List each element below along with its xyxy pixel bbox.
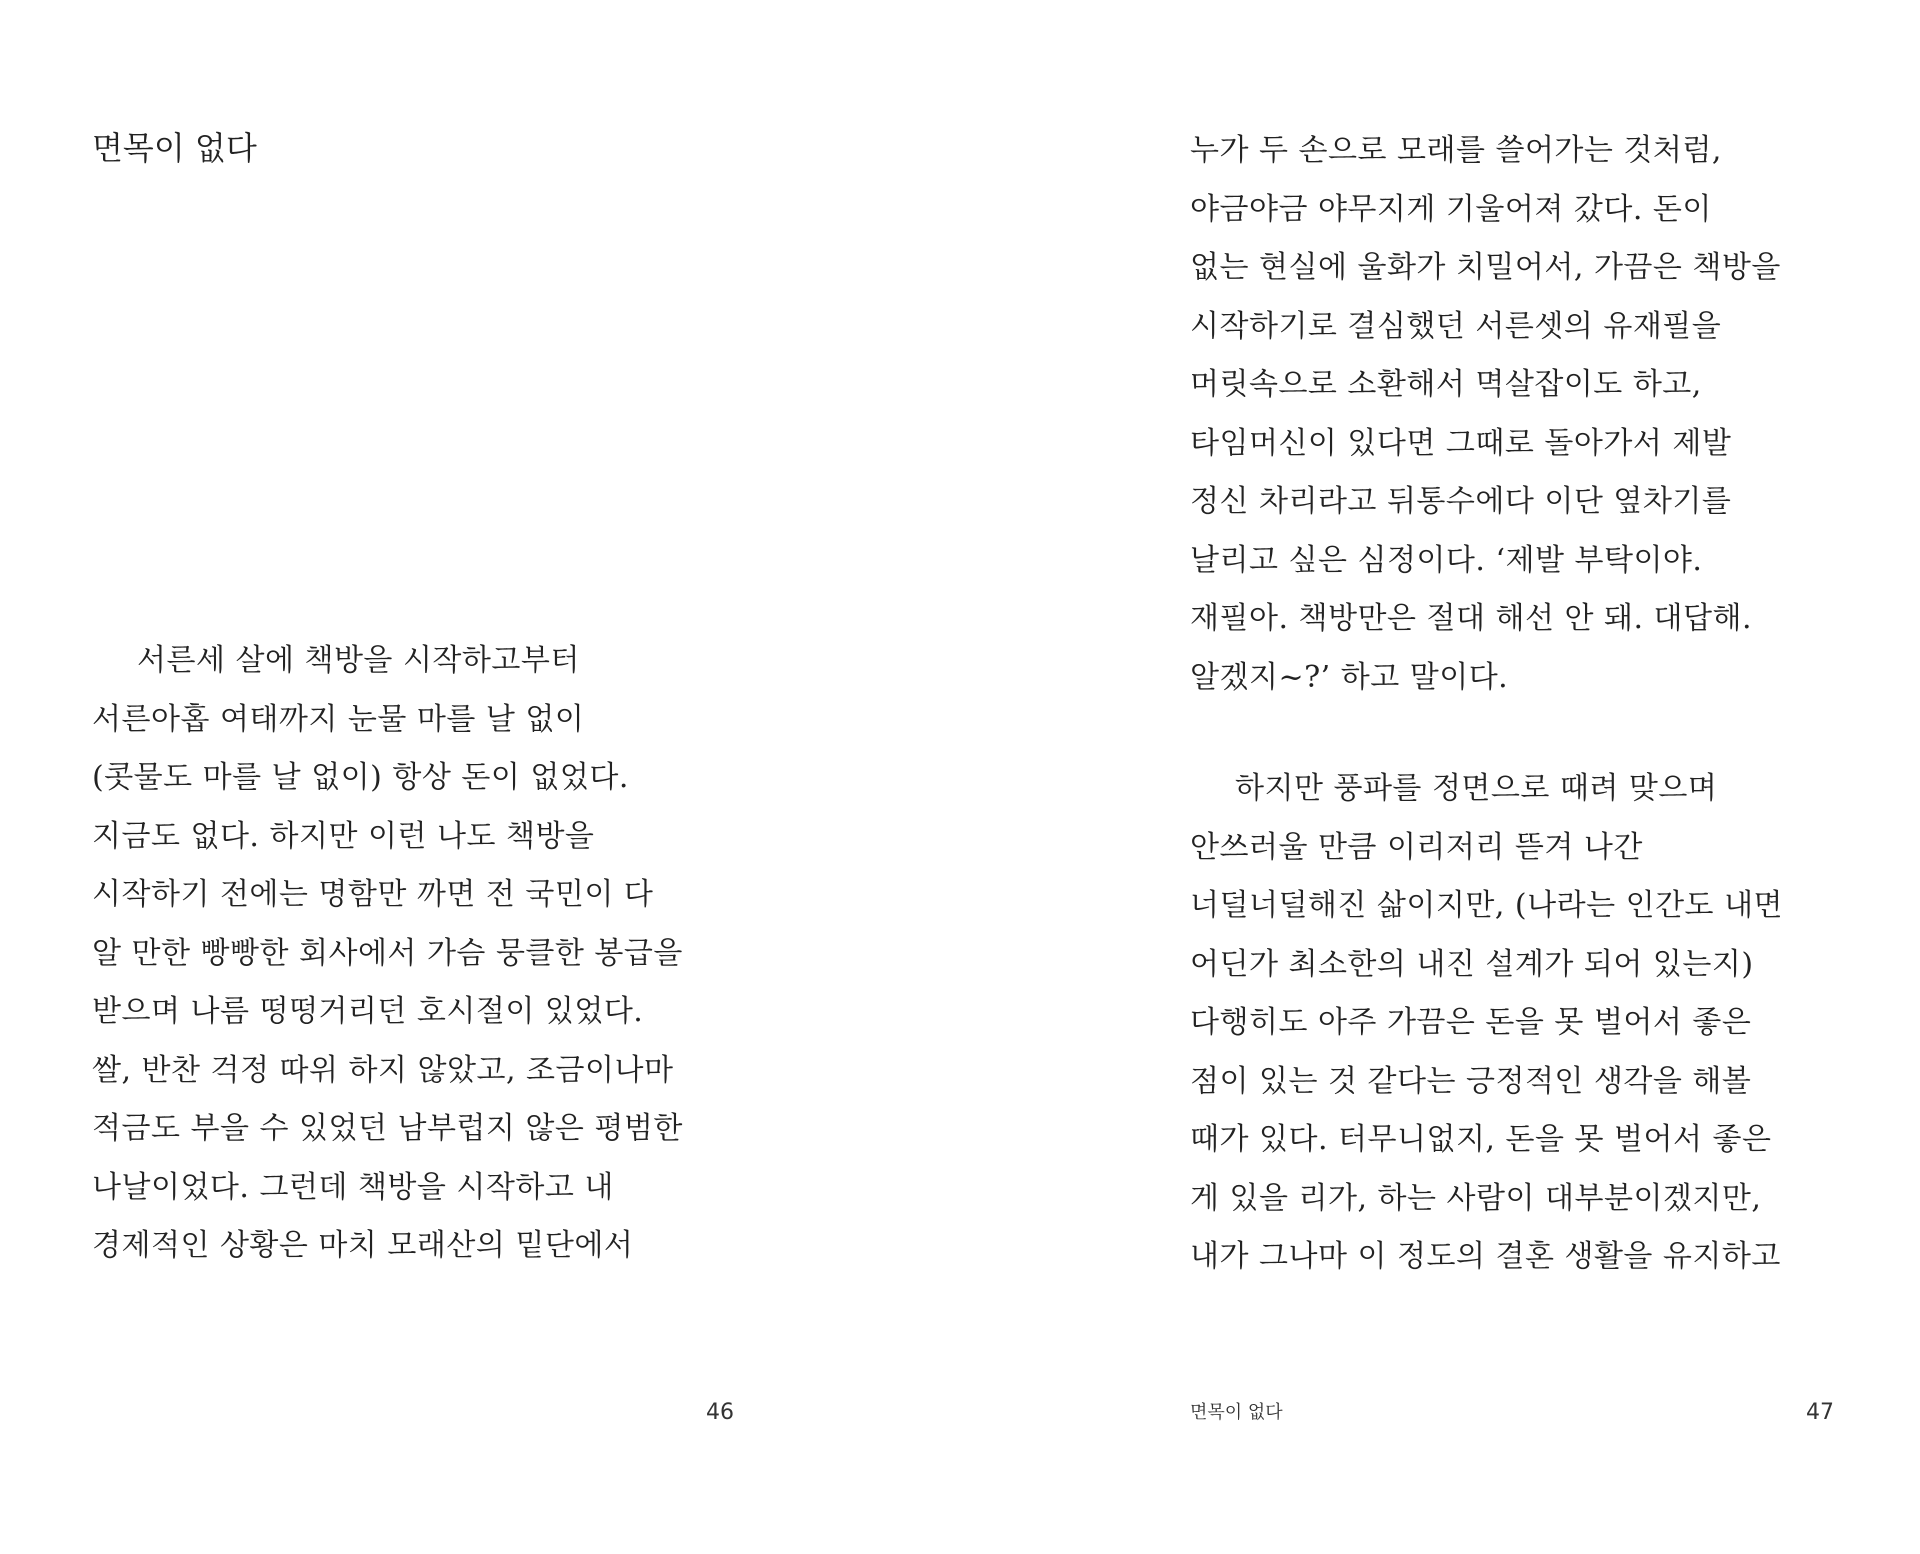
text-line: 재필아. 책방만은 절대 해선 안 돼. 대답해.	[1190, 601, 1753, 636]
text-line: 경제적인 상황은 마치 모래산의 밑단에서	[92, 1228, 634, 1263]
text-line: 시작하기 전에는 명함만 까면 전 국민이 다	[92, 877, 654, 912]
text-line: 때가 있다. 터무니없지, 돈을 못 벌어서 좋은	[1190, 1122, 1772, 1157]
right-paragraph-2	[1190, 760, 1783, 1287]
text-line: 나날이었다. 그런데 책방을 시작하고 내	[92, 1169, 614, 1205]
text-line: 어딘가 최소한의 내진 설계가 되어 있는지)	[1190, 946, 1754, 982]
right-page	[960, 0, 1920, 1554]
chapter-title: 면목이 없다	[92, 129, 257, 167]
text-line: 없는 현실에 울화가 치밀어서, 가끔은 책방을	[1190, 250, 1781, 285]
text-line: 타임머신이 있다면 그때로 돌아가서 제발	[1190, 425, 1732, 461]
left-body-text	[92, 632, 683, 1276]
text-line: 다행히도 아주 가끔은 돈을 못 벌어서 좋은	[1190, 1005, 1752, 1040]
text-line: 누가 두 손으로 모래를 쓸어가는 것처럼,	[1190, 133, 1722, 168]
page-number-right: 47	[1806, 1400, 1834, 1425]
text-line: 점이 있는 것 같다는 긍정적인 생각을 해볼	[1190, 1063, 1752, 1099]
text-line: 적금도 부을 수 있었던 남부럽지 않은 평범한	[92, 1111, 683, 1146]
text-line: 내가 그나마 이 정도의 결혼 생활을 유지하고	[1190, 1239, 1781, 1274]
text-line: 받으며 나름 떵떵거리던 호시절이 있었다.	[92, 994, 644, 1029]
text-line: 안쓰러울 만큼 이리저리 뜯겨 나간	[1190, 829, 1643, 865]
text-line: 하지만 풍파를 정면으로 때려 맞으며	[1235, 771, 1718, 806]
text-line: 쌀, 반찬 걱정 따위 하지 않았고, 조금이나마	[92, 1052, 674, 1088]
text-line: 야금야금 야무지게 기울어져 갔다. 돈이	[1190, 191, 1712, 227]
text-line: 서른세 살에 책방을 시작하고부터	[137, 643, 580, 678]
text-line: 날리고 싶은 심정이다. ‘제발 부탁이야.	[1190, 542, 1703, 578]
text-line: 정신 차리라고 뒤통수에다 이단 옆차기를	[1190, 484, 1732, 519]
text-line: 게 있을 리가, 하는 사람이 대부분이겠지만,	[1190, 1180, 1762, 1216]
text-line: 머릿속으로 소환해서 멱살잡이도 하고,	[1190, 367, 1702, 402]
page-number-left: 46	[706, 1400, 734, 1425]
text-line: 서른아홉 여태까지 눈물 마를 날 없이	[92, 701, 585, 737]
text-line: 너덜너덜해진 삶이지만, (나라는 인간도 내면	[1190, 888, 1784, 923]
text-line: 알 만한 빵빵한 회사에서 가슴 뭉클한 봉급을	[92, 935, 683, 971]
text-line: (콧물도 마를 날 없이) 항상 돈이 없었다.	[92, 760, 629, 795]
running-head: 면목이 없다	[1190, 1402, 1283, 1423]
text-line: 알겠지~?’ 하고 말이다.	[1190, 659, 1509, 695]
text-line: 지금도 없다. 하지만 이런 나도 책방을	[92, 818, 595, 854]
right-paragraph-1	[1190, 122, 1781, 707]
text-line: 시작하기로 결심했던 서른셋의 유재필을	[1190, 308, 1722, 344]
